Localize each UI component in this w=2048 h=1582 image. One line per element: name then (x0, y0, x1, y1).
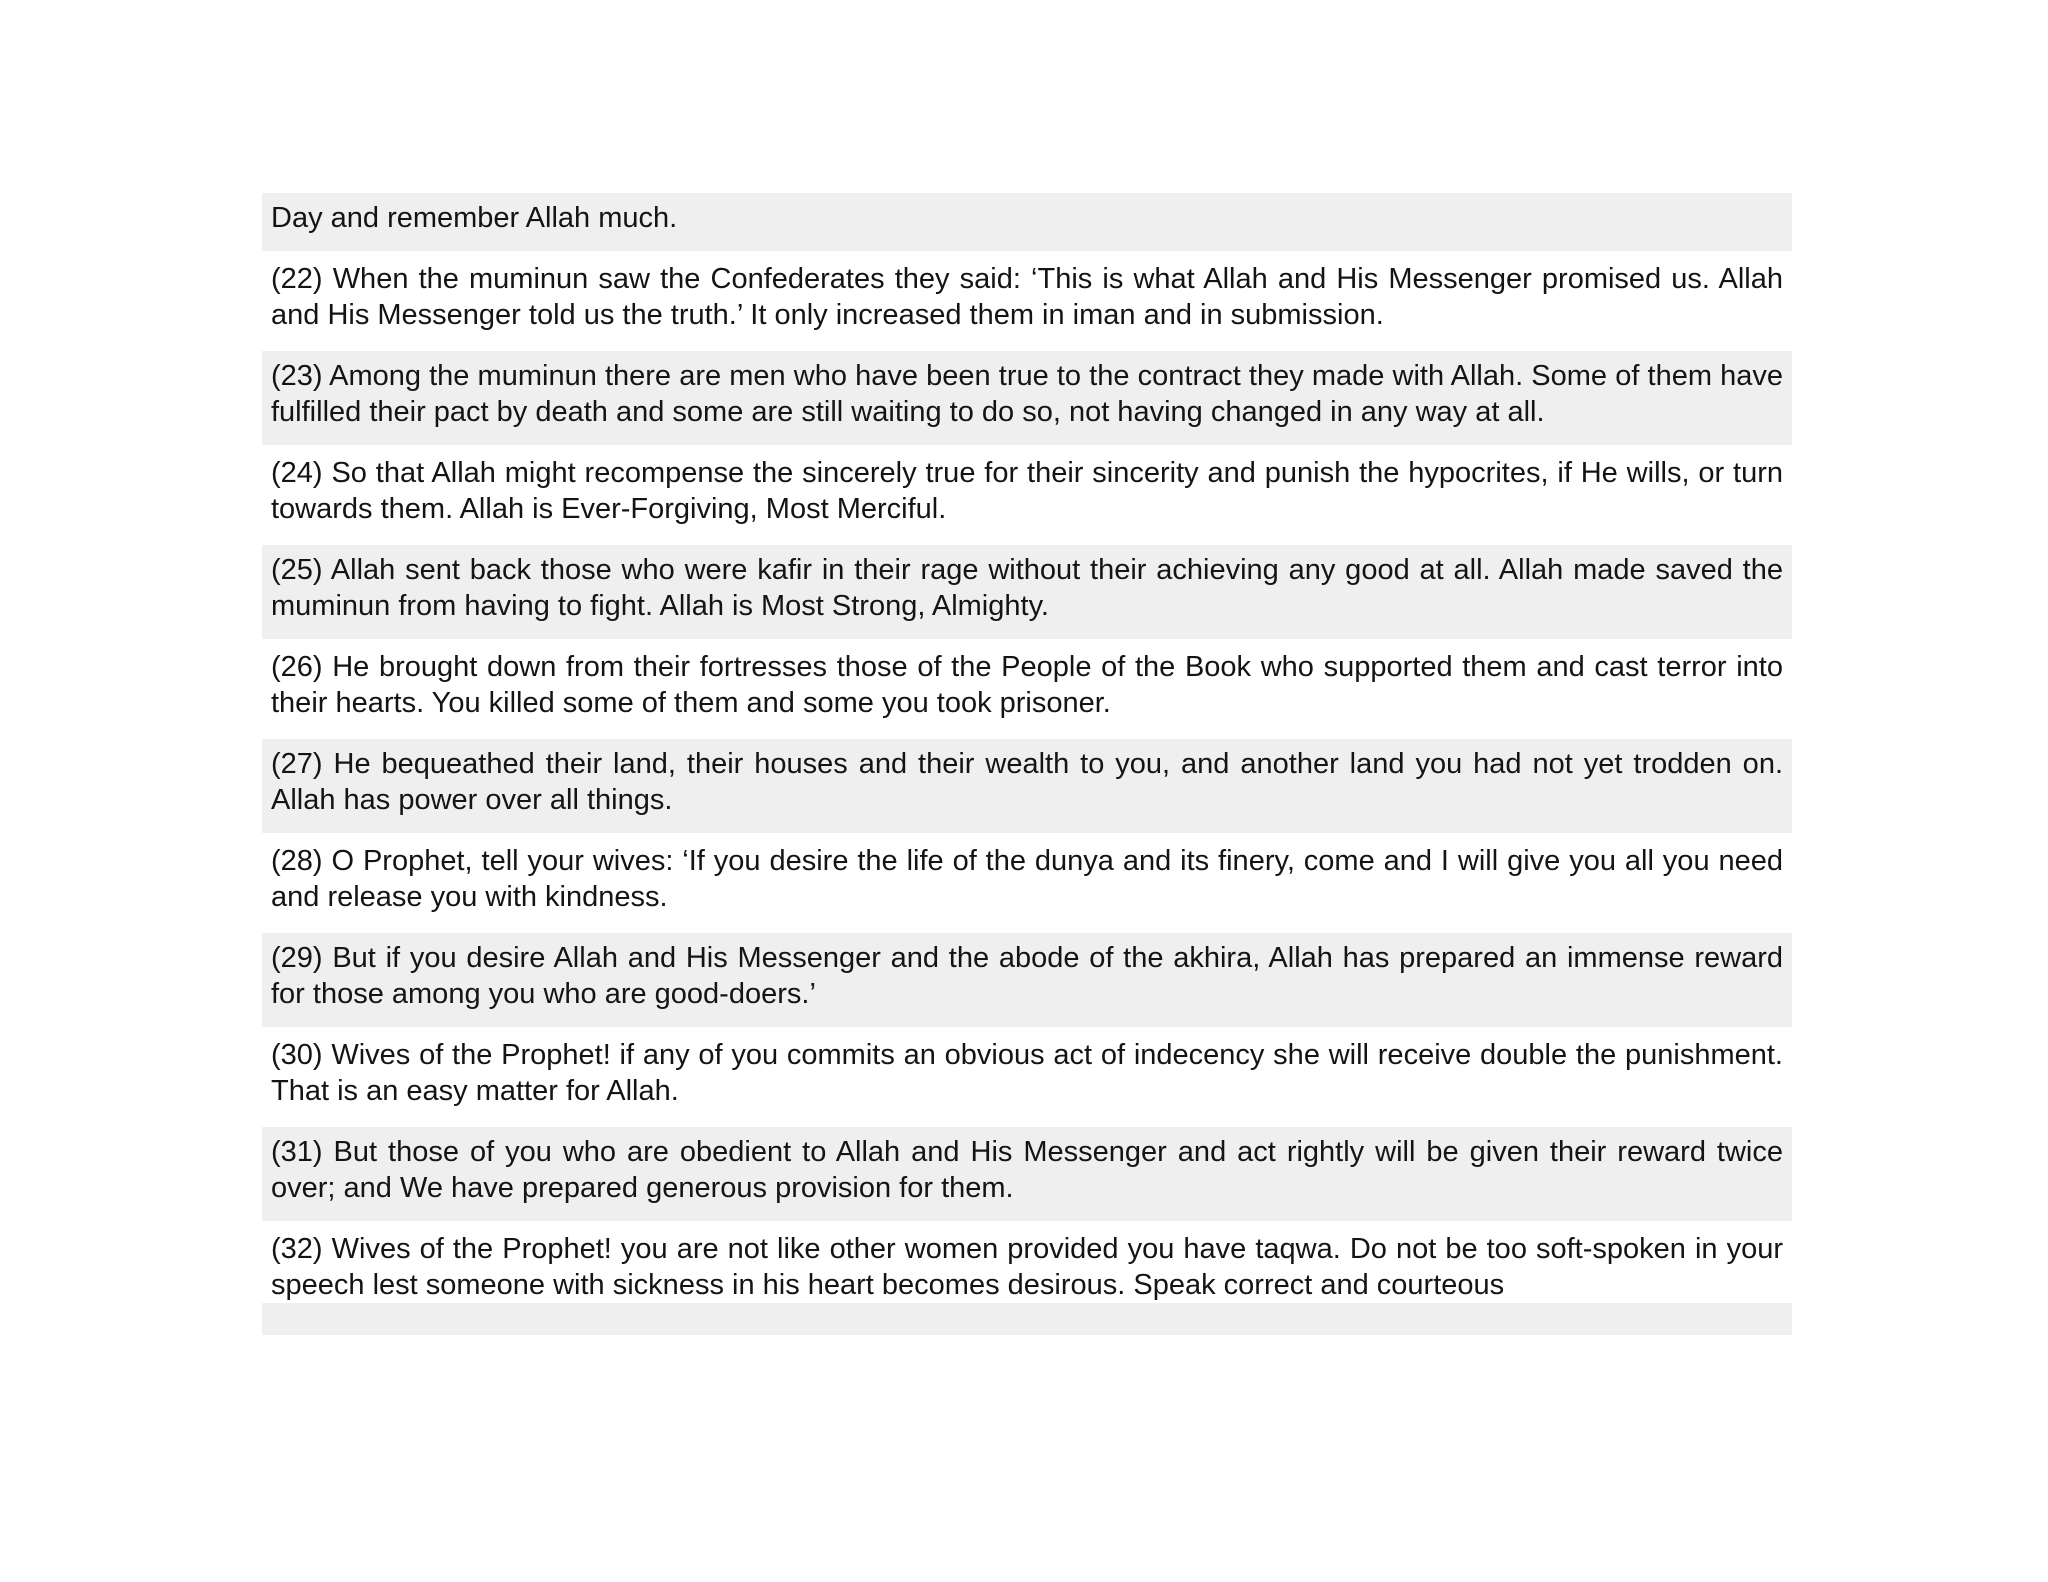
verse-row: (26) He brought down from their fortresses those of the People of the Book who supported them and cast terror into their hearts. You killed some of them and some you took prisoner. (262, 639, 1792, 736)
verse-row: (31) But those of you who are obedient to Allah and His Messenger and act rightly will be given their reward twice over; and We have prepared generous provision for them. (262, 1124, 1792, 1221)
verse-row: (28) O Prophet, tell your wives: ‘If you desire the life of the dunya and its finery, come and I will give you all you need and release you with kindness. (262, 833, 1792, 930)
verse-row: (27) He bequeathed their land, their houses and their wealth to you, and another land you had not yet trodden on. Allah has power over all things. (262, 736, 1792, 833)
verse-row: (22) When the muminun saw the Confederates they said: ‘This is what Allah and His Messenger promised us. Allah and His Messenger told us the truth.’ It only increased them in iman and in submission. (262, 251, 1792, 348)
verse-row: (23) Among the muminun there are men who have been true to the contract they made with Allah. Some of them have fulfilled their pact by death and some are still waiting to do so, not having changed in any way at all. (262, 348, 1792, 445)
verse-row: (29) But if you desire Allah and His Messenger and the abode of the akhira, Allah has prepared an immense reward for those among you who are good-doers.’ (262, 930, 1792, 1027)
verse-row: (30) Wives of the Prophet! if any of you commits an obvious act of indecency she will receive double the punishment. That is an easy matter for Allah. (262, 1027, 1792, 1124)
verse-row: (24) So that Allah might recompense the sincerely true for their sincerity and punish the hypocrites, if He wills, or turn towards them. Allah is Ever-Forgiving, Most Merciful. (262, 445, 1792, 542)
verse-row: (25) Allah sent back those who were kafir in their rage without their achieving any good at all. Allah made saved the muminun from having to fight. Allah is Most Strong, Almighty. (262, 542, 1792, 639)
verse-row: Day and remember Allah much. (262, 193, 1792, 251)
verse-row: (32) Wives of the Prophet! you are not like other women provided you have taqwa. Do not be too soft-spoken in your speech lest someone with sickness in his heart becomes desirous. Speak correct and courteous (262, 1221, 1792, 1303)
verse-table (262, 193, 1792, 1335)
